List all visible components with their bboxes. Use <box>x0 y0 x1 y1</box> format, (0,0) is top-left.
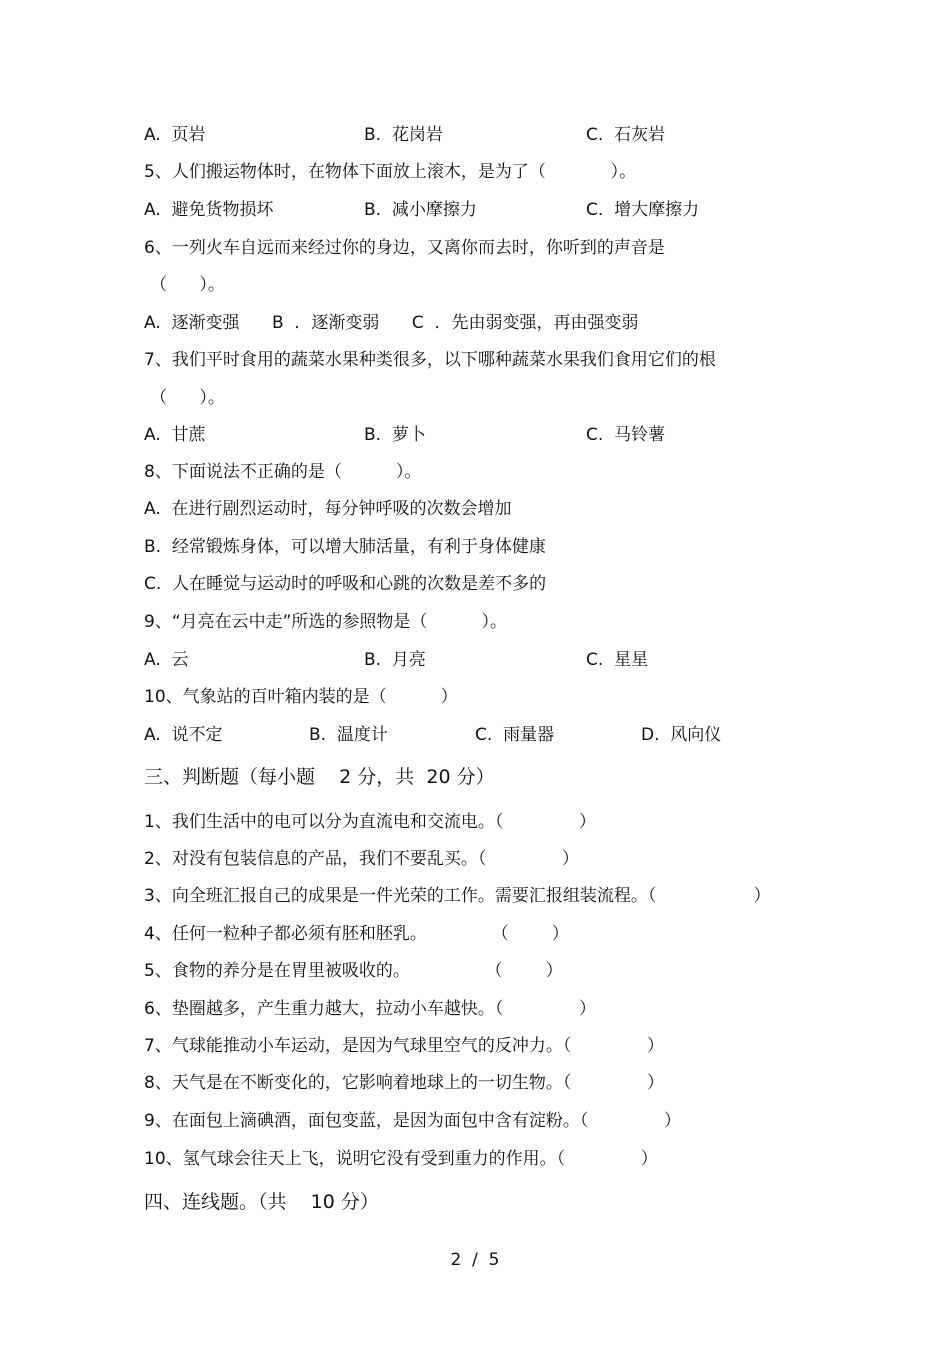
q6-stem-cont: （ ）。 <box>150 275 225 295</box>
section-3-title: 三、判断题（每小题 2 分，共 20 分） <box>144 766 495 788</box>
q9-option-b: B. 月亮 <box>364 650 426 670</box>
judge-item-4: 4、任何一粒种子都必须有胚和胚乳。 （ ） <box>144 924 569 944</box>
q7-stem-cont: （ ）。 <box>150 388 225 408</box>
q8-option-a: A. 在进行剧烈运动时，每分钟呼吸的次数会增加 <box>144 499 512 519</box>
q5-option-c: C. 增大摩擦力 <box>586 200 700 220</box>
judge-item-1: 1、我们生活中的电可以分为直流电和交流电。（ ） <box>144 812 596 832</box>
section-4-title: 四、连线题。（共 10 分） <box>144 1191 379 1213</box>
q6-options: A. 逐渐变强 B ．逐渐变弱 C ．先由弱变强，再由强变弱 <box>144 313 639 333</box>
judge-item-10: 10、氢气球会往天上飞，说明它没有受到重力的作用。（ ） <box>144 1149 658 1169</box>
q5-stem: 5、人们搬运物体时，在物体下面放上滚木，是为了（ ）。 <box>144 162 637 182</box>
judge-item-6: 6、垫圈越多，产生重力越大，拉动小车越快。（ ） <box>144 999 596 1019</box>
q7-stem: 7、我们平时食用的蔬菜水果种类很多，以下哪种蔬菜水果我们食用它们的根 <box>144 350 716 370</box>
q8-option-c: C. 人在睡觉与运动时的呼吸和心跳的次数是差不多的 <box>144 574 547 594</box>
q8-stem: 8、下面说法不正确的是（ ）。 <box>144 462 422 482</box>
q9-stem: 9、“月亮在云中走”所选的参照物是（ ）。 <box>144 612 507 632</box>
q10-option-c: C. 雨量器 <box>475 725 555 745</box>
page-number: 2 / 5 <box>450 1250 500 1270</box>
q10-option-a: A. 说不定 <box>144 725 223 745</box>
q10-option-d: D. 风向仪 <box>641 725 722 745</box>
q7-option-a: A. 甘蔗 <box>144 425 206 445</box>
q9-option-a: A. 云 <box>144 650 189 670</box>
q9-option-c: C. 星星 <box>586 650 649 670</box>
q10-stem: 10、气象站的百叶箱内装的是（ ） <box>144 687 458 707</box>
q4-option-a: A. 页岩 <box>144 125 206 145</box>
judge-item-3: 3、向全班汇报自己的成果是一件光荣的工作。需要汇报组装流程。（ ） <box>144 886 771 906</box>
q8-option-b: B. 经常锻炼身体，可以增大肺活量，有利于身体健康 <box>144 537 546 557</box>
judge-item-8: 8、天气是在不断变化的，它影响着地球上的一切生物。（ ） <box>144 1073 664 1093</box>
q6-stem: 6、一列火车自远而来经过你的身边，又离你而去时，你听到的声音是 <box>144 238 665 258</box>
judge-item-2: 2、对没有包装信息的产品，我们不要乱买。（ ） <box>144 849 579 869</box>
q10-option-b: B. 温度计 <box>309 725 388 745</box>
q7-option-c: C. 马铃薯 <box>586 425 666 445</box>
q5-option-b: B. 减小摩擦力 <box>364 200 477 220</box>
q7-option-b: B. 萝卜 <box>364 425 426 445</box>
judge-item-9: 9、在面包上滴碘酒，面包变蓝，是因为面包中含有淀粉。（ ） <box>144 1111 681 1131</box>
judge-item-5: 5、食物的养分是在胃里被吸收的。 （ ） <box>144 961 563 981</box>
q4-option-c: C. 石灰岩 <box>586 125 666 145</box>
q5-option-a: A. 避免货物损坏 <box>144 200 274 220</box>
judge-item-7: 7、气球能推动小车运动，是因为气球里空气的反冲力。（ ） <box>144 1036 664 1056</box>
q4-option-b: B. 花岗岩 <box>364 125 443 145</box>
